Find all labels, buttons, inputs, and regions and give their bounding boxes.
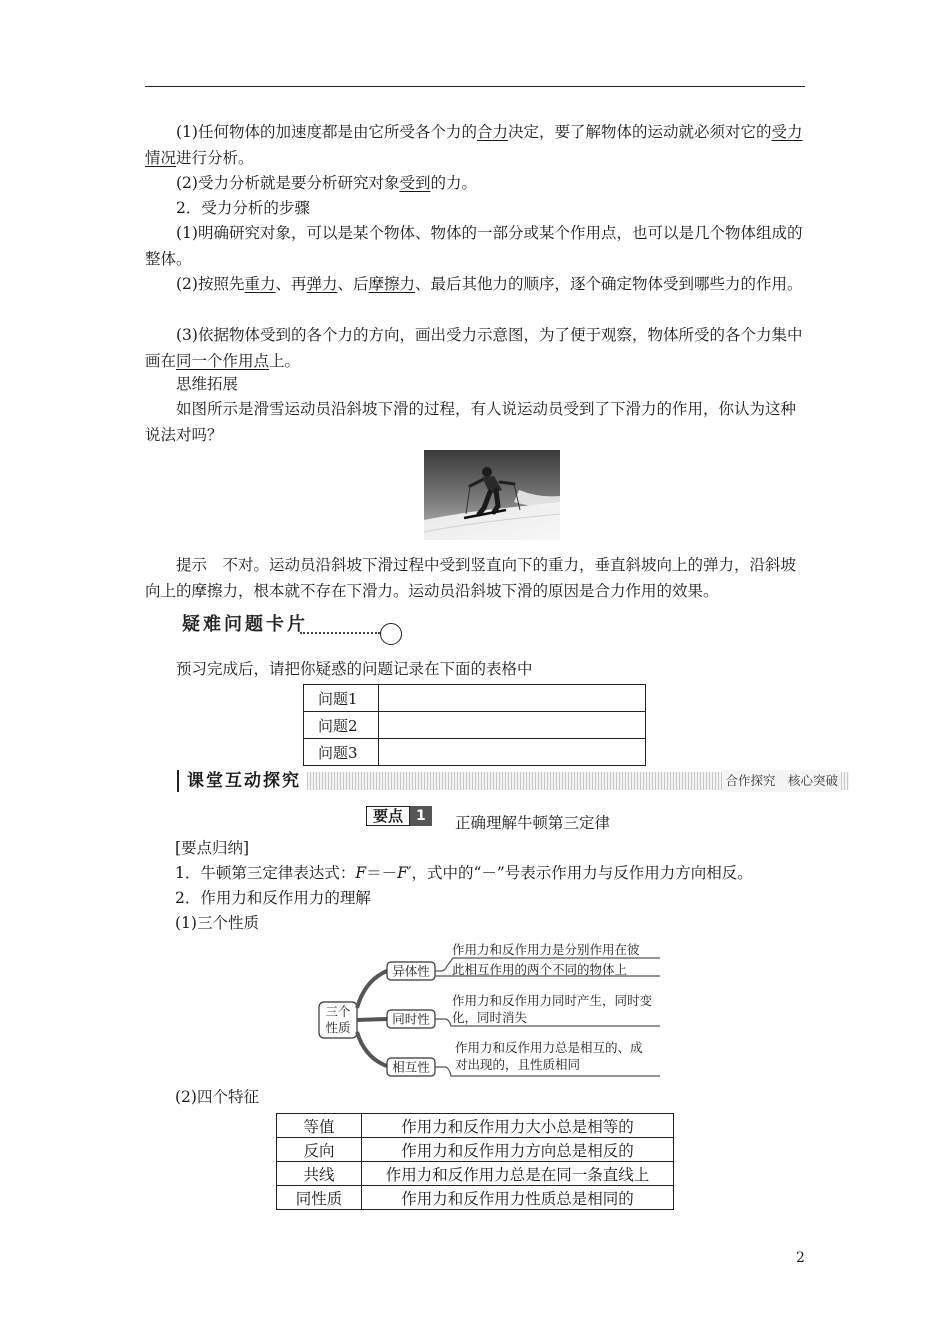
section-subtitle: 合作探究 核心突破 [722,770,841,792]
question-answer-cell[interactable] [379,685,646,712]
feature-desc: 作用力和反作用力方向总是相反的 [362,1138,674,1162]
feature-key: 同性质 [277,1186,362,1210]
text: (3)依据物体受到的各个力的方向，画出受力示意图，为了便于观察，物体所受的各个力集中画在 [145,326,803,370]
table-row [277,1114,674,1138]
underlined-term: 弹力 [306,275,338,293]
question-card-title: 疑难问题卡片 [182,614,308,635]
question-label: 问题2 [304,712,379,739]
center-text-2: 性质 [325,1020,351,1035]
question-label: 问题1 [304,685,379,712]
key-point-label: 要点 [366,806,410,826]
branch-text: 作用力和反作用力是分别作用在彼 [452,942,640,957]
text: 上。 [269,351,301,370]
branch-label: 同时性 [392,1011,430,1027]
summary-line-4: (2)四个特征 [175,1088,259,1106]
question-answer-cell[interactable] [379,739,646,766]
dotted-leader [300,632,380,634]
feature-desc: 作用力和反作用力总是在同一条直线上 [362,1162,674,1186]
key-point-title: 正确理解牛顿第三定律 [455,814,611,832]
branch-label: 异体性 [392,963,430,979]
three-properties-diagram [315,940,665,1080]
circle-icon [380,623,402,645]
question-answer-cell[interactable] [379,712,646,739]
table-row [277,1186,674,1210]
text: 进行分析。 [176,148,254,167]
text: (2)按照先 [176,275,245,293]
paragraph-5 [145,272,807,298]
table-row [304,712,646,739]
skier-photo [424,450,560,540]
branch-text: 化，同时消失 [452,1010,528,1025]
page-number: 2 [796,1250,805,1266]
hint-paragraph: 提示 不对。运动员沿斜坡下滑过程中受到竖直向下的重力，垂直斜坡向上的弹力，沿斜坡向上的摩擦力，根本就不存在下滑力。运动员沿斜坡下滑的原因是合力作用的效果。 [145,556,797,600]
text: (1)任何物体的加速度都是由它所受各个力的 [176,123,477,141]
branch-text: 作用力和反作用力同时产生，同时变 [452,993,653,1008]
thinking-heading: 思维拓展 [176,375,239,393]
features-table [276,1113,674,1210]
underlined-term: 合力 [476,123,508,141]
text: (2)受力分析就是要分析研究对象 [176,174,400,192]
table-row [304,685,646,712]
text: 、最后其他力的顺序，逐个确定物体受到哪些力的作用。 [415,275,803,293]
summary-heading: [要点归纳] [175,839,250,857]
feature-key: 反向 [277,1138,362,1162]
header-rule [145,86,805,87]
question-table [303,684,646,766]
text: 、再 [275,275,307,293]
underlined-term: 受到 [399,174,431,192]
underlined-term: 重力 [244,275,276,293]
summary-line-1 [175,861,815,887]
question-card-instruction: 预习完成后，请把你疑惑的问题记录在下面的表格中 [176,660,533,678]
table-row [277,1138,674,1162]
feature-desc: 作用力和反作用力大小总是相等的 [362,1114,674,1138]
formula-var: F′ [397,864,412,882]
thinking-question: 如图所示是滑雪运动员沿斜坡下滑的过程，有人说运动员受到了下滑力的作用，你认为这种说法对吗？ [145,400,797,444]
feature-key: 共线 [277,1162,362,1186]
branch-text: 作用力和反作用力总是相互的、成 [455,1040,643,1055]
feature-key: 等值 [277,1114,362,1138]
text: ，式中的“－”号表示作用力与反作用力方向相反。 [411,864,753,882]
table-row [277,1162,674,1186]
table-row [304,739,646,766]
key-point-badge [366,806,432,826]
section-header [177,768,849,794]
paragraph-4: (1)明确研究对象，可以是某个物体、物体的一部分或某个作用点，也可以是几个物体组成的整体。 [145,224,803,268]
paragraph-1 [145,120,807,171]
text: 决定，要了解物体的运动就必须对它的 [507,123,772,141]
summary-line-2: 2．作用力和反作用力的理解 [175,889,371,907]
branch-text: 对出现的，且性质相同 [455,1057,581,1072]
underlined-term: 同一个作用点 [176,351,270,370]
text: ＝－ [366,864,398,882]
paragraph-6 [145,323,807,374]
text: 1．牛顿第三定律表达式： [175,864,356,882]
paragraph-2 [145,171,807,197]
summary-line-3: (1)三个性质 [175,914,259,932]
branch-text: 此相互作用的两个不同的物体上 [452,962,628,977]
underlined-term: 受力情况 [145,123,803,167]
question-label: 问题3 [304,739,379,766]
text: 的力。 [430,174,477,192]
paragraph-3: 2．受力分析的步骤 [176,199,310,217]
text: 、后 [337,275,369,293]
feature-desc: 作用力和反作用力性质总是相同的 [362,1186,674,1210]
branch-label: 相互性 [392,1059,430,1075]
center-text-1: 三个 [325,1004,351,1019]
key-point-number: 1 [410,806,432,826]
underlined-term: 摩擦力 [368,275,416,293]
section-title: 课堂互动探究 [177,770,301,792]
formula-var: F [355,864,367,882]
